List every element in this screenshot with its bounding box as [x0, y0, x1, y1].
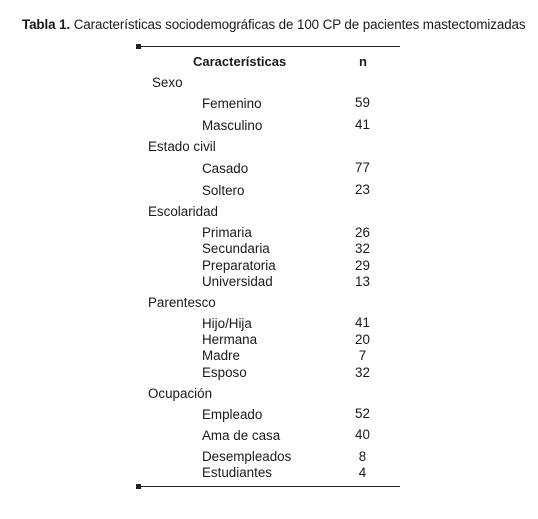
- row-value: 23: [355, 182, 370, 197]
- row-value: 20: [355, 332, 370, 347]
- row-label: Universidad: [202, 274, 273, 289]
- column-header-characteristics: Características: [193, 54, 287, 69]
- group-label-sexo: Sexo: [152, 75, 183, 90]
- row-value: 32: [355, 365, 370, 380]
- row-value: 8: [358, 449, 367, 464]
- group-label-estado-civil: Estado civil: [148, 139, 216, 154]
- row-value: 41: [355, 315, 370, 330]
- row-label: Hijo/Hija: [202, 316, 252, 331]
- row-label: Madre: [202, 348, 240, 363]
- group-label-parentesco: Parentesco: [148, 295, 216, 310]
- row-label: Soltero: [202, 183, 245, 198]
- row-value: 41: [355, 117, 370, 132]
- row-label: Preparatoria: [202, 258, 276, 273]
- row-label: Desempleados: [202, 449, 292, 464]
- row-label: Casado: [202, 161, 249, 176]
- row-value: 40: [355, 427, 370, 442]
- row-value: 4: [358, 465, 367, 480]
- row-label: Primaria: [202, 225, 252, 240]
- row-label: Secundaria: [202, 241, 270, 256]
- row-value: 52: [355, 406, 370, 421]
- row-value: 26: [355, 225, 370, 240]
- column-header-n: n: [359, 54, 367, 69]
- row-label: Ama de casa: [202, 428, 281, 443]
- table-caption-label: Tabla 1.: [22, 17, 71, 32]
- group-label-escolaridad: Escolaridad: [148, 204, 218, 219]
- row-label: Femenino: [202, 96, 262, 111]
- row-value: 77: [355, 160, 370, 175]
- row-value: 7: [358, 348, 367, 363]
- row-label: Empleado: [202, 407, 263, 422]
- row-value: 13: [355, 274, 370, 289]
- row-label: Estudiantes: [202, 465, 272, 480]
- row-value: 59: [355, 95, 370, 110]
- row-value: 29: [355, 258, 370, 273]
- rule-marker: [136, 484, 141, 489]
- group-label-ocupacion: Ocupación: [148, 386, 213, 401]
- row-label: Esposo: [202, 365, 247, 380]
- row-value: 32: [355, 241, 370, 256]
- row-label: Hermana: [202, 332, 258, 347]
- table-bottom-rule: [138, 486, 400, 487]
- table-caption-text: Características sociodemográficas de 100 CP de pacientes mastectomizadas: [70, 17, 526, 32]
- row-label: Masculino: [202, 118, 263, 133]
